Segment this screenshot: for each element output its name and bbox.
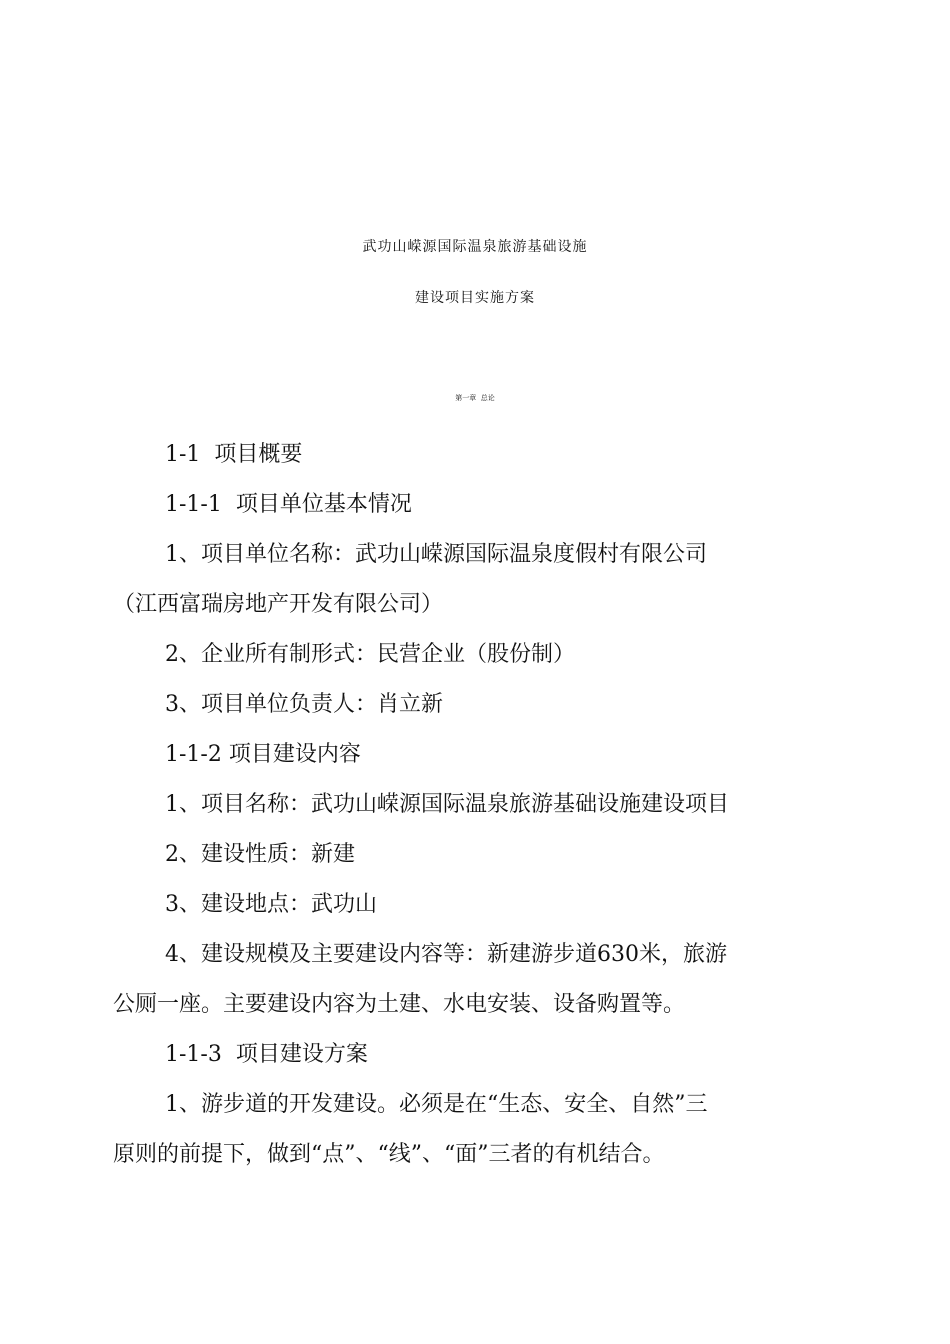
document-title-line-1: 武功山嵘源国际温泉旅游基础设施 [362,239,588,255]
paragraph-line: 4、建设规模及主要建设内容等：新建游步道630米，旅游 [165,942,727,967]
paragraph-line: 原则的前提下，做到“点”、“线”、“面”三者的有机结合。 [113,1142,665,1167]
paragraph-line: 3、项目单位负责人：肖立新 [165,692,443,717]
paragraph-line: 1、游步道的开发建设。必须是在“生态、安全、自然”三 [165,1092,708,1117]
paragraph-line: 3、建设地点：武功山 [165,892,377,917]
paragraph-line: （江西富瑞房地产开发有限公司） [113,592,444,617]
section-heading-1-1: 1-1 项目概要 [165,442,303,467]
paragraph-line: 2、建设性质：新建 [165,842,355,867]
paragraph-line: 公厕一座。主要建设内容为土建、水电安装、设备购置等。 [113,992,686,1017]
subsection-heading-1-1-2: 1-1-2 项目建设内容 [165,742,361,767]
subsection-heading-1-1-3: 1-1-3 项目建设方案 [165,1042,368,1067]
paragraph-line: 1、项目名称：武功山嵘源国际温泉旅游基础设施建设项目 [165,792,729,817]
chapter-heading: 第一章 总论 [455,394,495,402]
document-title-line-2: 建设项目实施方案 [415,290,535,306]
paragraph-line: 1、项目单位名称：武功山嵘源国际温泉度假村有限公司 [165,542,707,567]
paragraph-line: 2、企业所有制形式：民营企业（股份制） [165,642,575,667]
subsection-heading-1-1-1: 1-1-1 项目单位基本情况 [165,492,412,517]
